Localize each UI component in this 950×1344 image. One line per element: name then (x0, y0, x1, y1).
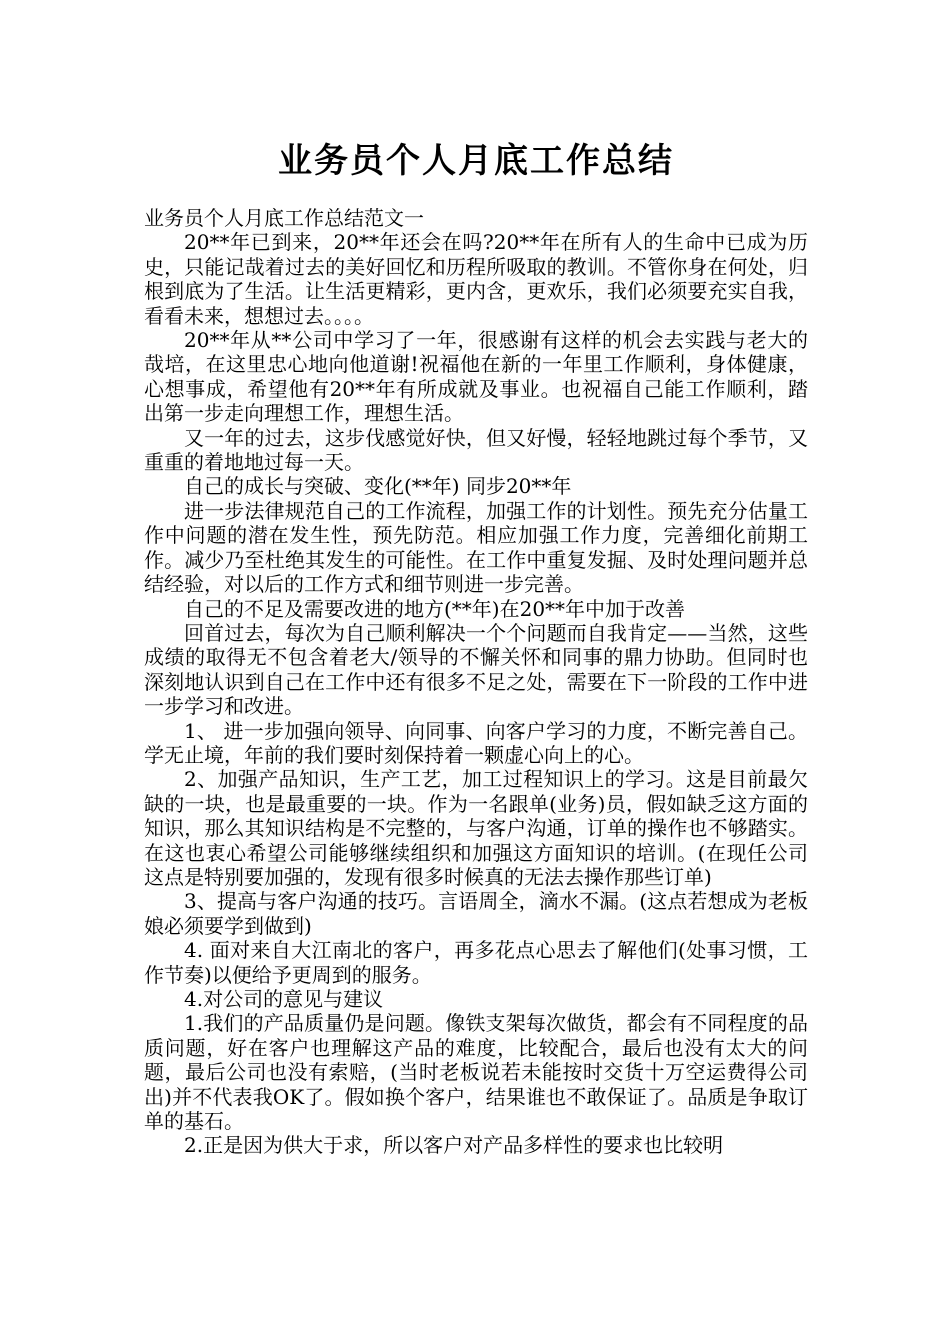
document-page (144, 118, 808, 1158)
paragraph: 又一年的过去，这步伐感觉好快，但又好慢，轻轻地跳过每个季节，又重重的着地地过每一天。 (144, 425, 808, 475)
document-title: 业务员个人月底工作总结 (278, 141, 674, 181)
paragraph: 自己的成长与突破、变化(**年) 同步20**年 (184, 474, 572, 499)
paragraph: 4. 面对来自大江南北的客户，再多花点心思去了解他们(处事习惯，工作节奏)以便给予更周到的服务。 (144, 938, 808, 987)
paragraph: 回首过去，每次为自己顺利解决一个个问题而自我肯定——当然，这些成绩的取得无不包含着老大/领导的不懈关怀和同事的鼎力协助。但同时也深刻地认识到自己在工作中还有很多不足之处，需要在下一阶段的工作中进一步学习和改进。 (144, 620, 808, 719)
paragraph: 进一步法律规范自己的工作流程，加强工作的计划性。预先充分估量工作中问题的潜在发生性，预先防范。相应加强工作力度，完善细化前期工作。减少乃至杜绝其发生的可能性。在工作中重复发掘、及时处理问题并总结经验，对以后的工作方式和细节则进一步完善。 (144, 498, 808, 597)
paragraph: 1、 进一步加强向领导、向同事、向客户学习的力度，不断完善自己。学无止境，年前的我们要时刻保持着一颗虚心向上的心。 (144, 718, 808, 767)
paragraph: 2.正是因为供大于求，所以客户对产品多样性的要求也比较明 (184, 1133, 724, 1158)
paragraph: 2、加强产品知识，生产工艺，加工过程知识上的学习。这是目前最欠缺的一块，也是最重要的一块。作为一名跟单(业务)员，假如缺乏这方面的知识，那么其知识结构是不完整的，与客户沟通，订单的操作也不够踏实。在这也衷心希望公司能够继续组织和加强这方面知识的培训。(在现任公司这点是特别要加强的，发现有很多时候真的无法去操作那些订单) (144, 767, 808, 889)
paragraph: 1.我们的产品质量仍是问题。像铁支架每次做货，都会有不同程度的品质问题，好在客户也理解这产品的难度，比较配合，最后也没有太大的问题，最后公司也没有索赔，(当时老板说若未能按时交货十万空运费得公司出)并不代表我OK了。假如换个客户，结果谁也不敢保证了。品质是争取订单的基石。 (144, 1011, 808, 1134)
paragraph: 4.对公司的意见与建议 (184, 987, 384, 1011)
paragraph: 自己的不足及需要改进的地方(**年)在20**年中加于改善 (184, 596, 686, 621)
paragraph: 20**年从**公司中学习了一年，很感谢有这样的机会去实践与老大的哉培，在这里忠心地向他道谢!祝福他在新的一年里工作顺利，身体健康，心想事成，希望他有20**年有所成就及事业。也祝福自己能工作顺利，踏出第一步走向理想工作，理想生活。 (144, 328, 808, 426)
paragraph: 业务员个人月底工作总结范文一 (144, 206, 424, 230)
paragraph: 20**年已到来，20**年还会在吗?20**年在所有人的生命中已成为历史，只能记哉着过去的美好回忆和历程所吸取的教训。不管你身在何处，归根到底为了生活。让生活更精彩，更内含，更欢乐，我们必须要充实自我，看看未来，想想过去。。。。 (144, 230, 808, 328)
paragraph: 3、提高与客户沟通的技巧。言语周全，滴水不漏。(这点若想成为老板娘必须要学到做到) (144, 889, 808, 938)
document-body (144, 206, 808, 1158)
